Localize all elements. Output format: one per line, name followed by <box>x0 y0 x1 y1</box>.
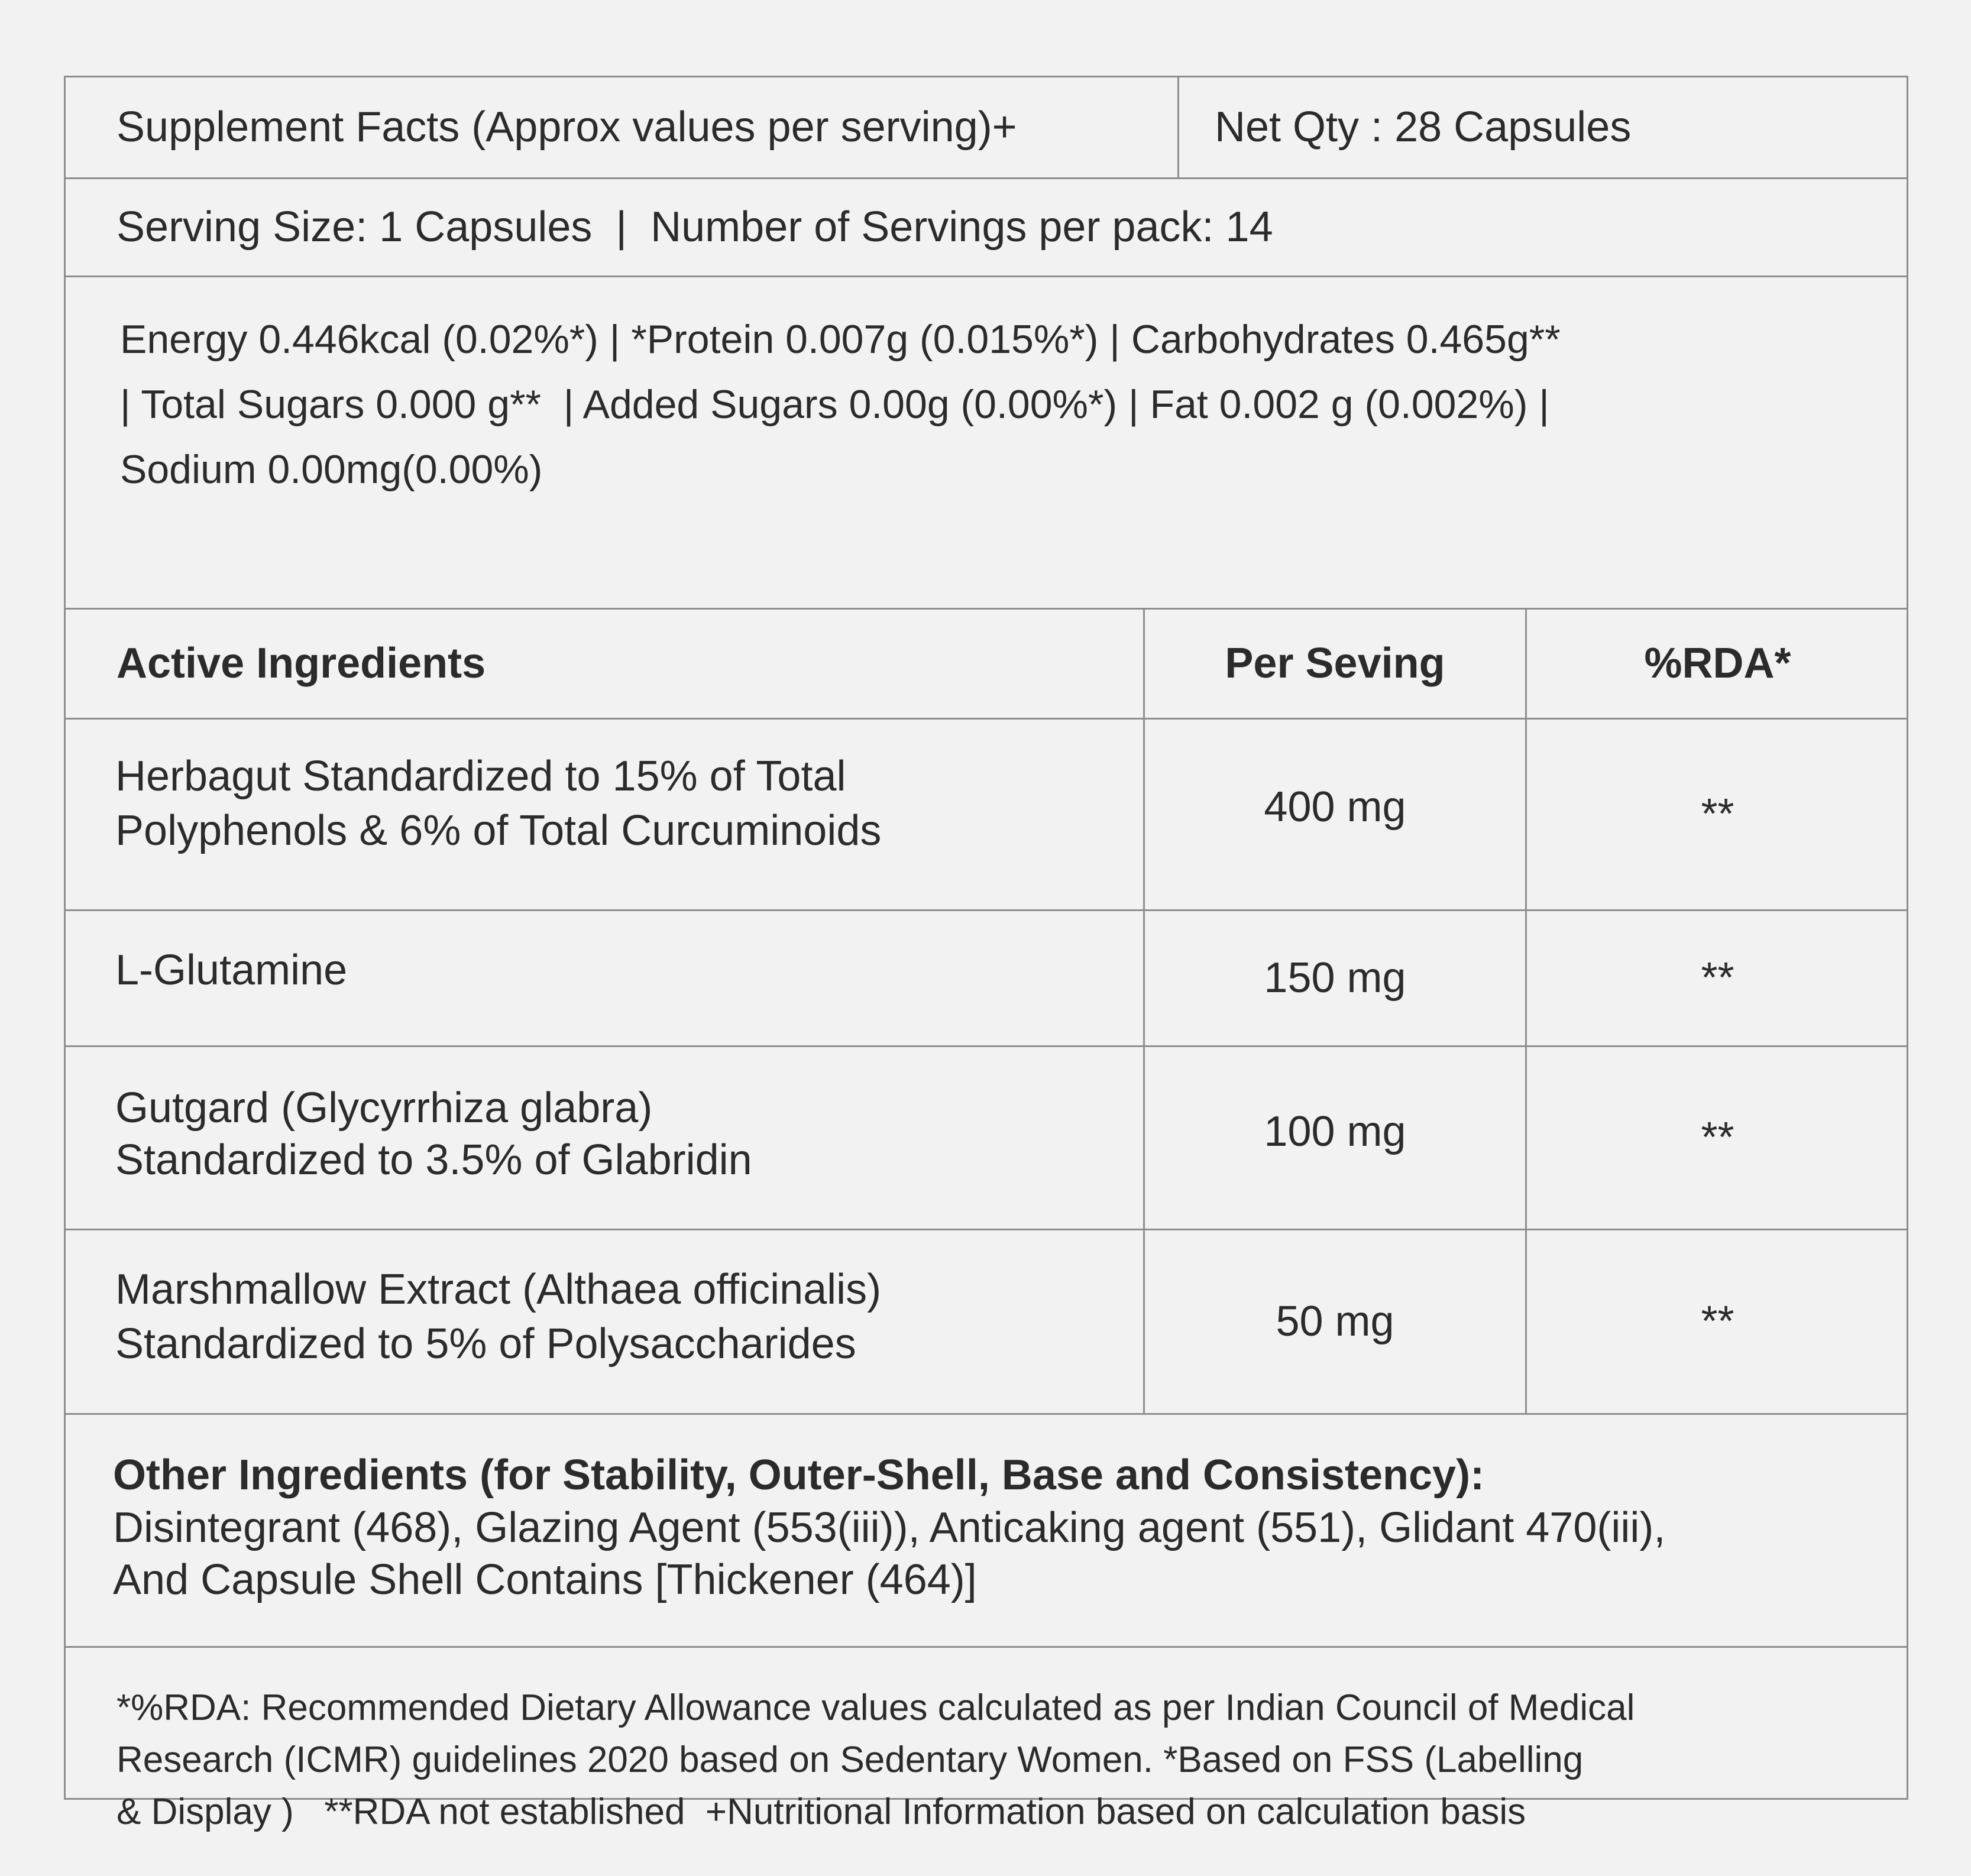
ingredient-name: Gutgard (Glycyrrhiza glabra) Standardized to 3.5% of Glabridin <box>115 1084 752 1184</box>
ingredient-name: Marshmallow Extract (Althaea officinalis) Standardized to 5% of Polysaccharides <box>115 1266 882 1368</box>
footnote-cell <box>66 1648 1907 1833</box>
nutrition-line-1: Energy 0.446kcal (0.02%*) | *Protein 0.007g (0.015%*) | Carbohydrates 0.465g** <box>120 317 1561 362</box>
nutrition-line-3: Sodium 0.00mg(0.00%) <box>120 447 543 493</box>
ingredients-header-row <box>66 610 1907 720</box>
ingredient-amount: 50 mg <box>1143 1230 1525 1413</box>
ingredient-name: Herbagut Standardized to 15% of Total Polyphenols & 6% of Total Curcuminoids <box>115 753 882 855</box>
serving-cell <box>66 179 1907 276</box>
ingredient-rda: ** <box>1525 720 1908 909</box>
header-row <box>66 77 1907 179</box>
other-ingredients-line-1: Disintegrant (468), Glazing Agent (553(iii)), Anticaking agent (551), Glidant 470(iii), <box>113 1504 1666 1551</box>
table-row <box>66 720 1907 911</box>
other-ingredients-line-2: And Capsule Shell Contains [Thickener (464)] <box>113 1556 977 1604</box>
footnote-line-2: Research (ICMR) guidelines 2020 based on Sedentary Women. *Based on FSS (Labelling <box>116 1739 1584 1781</box>
nutrition-line-2: | Total Sugars 0.000 g** | Added Sugars 0.00g (0.00%*) | Fat 0.002 g (0.002%) | <box>120 382 1549 427</box>
ingredient-amount: 150 mg <box>1143 911 1525 1045</box>
table-row <box>66 911 1907 1047</box>
net-qty-cell <box>1177 77 1908 177</box>
footnote-row <box>66 1648 1907 1833</box>
ingredient-amount: 400 mg <box>1143 720 1525 909</box>
table-row <box>66 1047 1907 1230</box>
supplement-facts-panel <box>64 76 1908 1833</box>
column-header-rda: %RDA* <box>1525 610 1908 718</box>
nutrition-row <box>66 277 1907 610</box>
footnote-line-1: *%RDA: Recommended Dietary Allowance values calculated as per Indian Council of Medical <box>116 1687 1635 1728</box>
table-row <box>66 1230 1907 1415</box>
other-ingredients-cell <box>66 1415 1907 1646</box>
ingredient-rda: ** <box>1525 911 1908 1045</box>
ingredient-name: L-Glutamine <box>115 947 348 994</box>
ingredient-rda: ** <box>1525 1230 1908 1413</box>
ingredient-rda: ** <box>1525 1047 1908 1229</box>
panel-title: Supplement Facts (Approx values per serving)+ <box>116 103 1017 151</box>
net-qty: Net Qty : 28 Capsules <box>1215 103 1632 151</box>
footnote-line-3: & Display ) **RDA not established +Nutritional Information based on calculation basis <box>116 1791 1526 1833</box>
other-ingredients-heading: Other Ingredients (for Stability, Outer-Shell, Base and Consistency): <box>113 1451 1485 1499</box>
column-header-per-serving: Per Seving <box>1143 610 1525 718</box>
panel-title-cell <box>66 77 1177 177</box>
nutrition-cell <box>66 277 1907 608</box>
other-ingredients-row <box>66 1415 1907 1648</box>
serving-info: Serving Size: 1 Capsules | Number of Servings per pack: 14 <box>116 203 1273 251</box>
ingredient-amount: 100 mg <box>1143 1047 1525 1229</box>
column-header-ingredient: Active Ingredients <box>116 640 486 688</box>
serving-row <box>66 179 1907 277</box>
